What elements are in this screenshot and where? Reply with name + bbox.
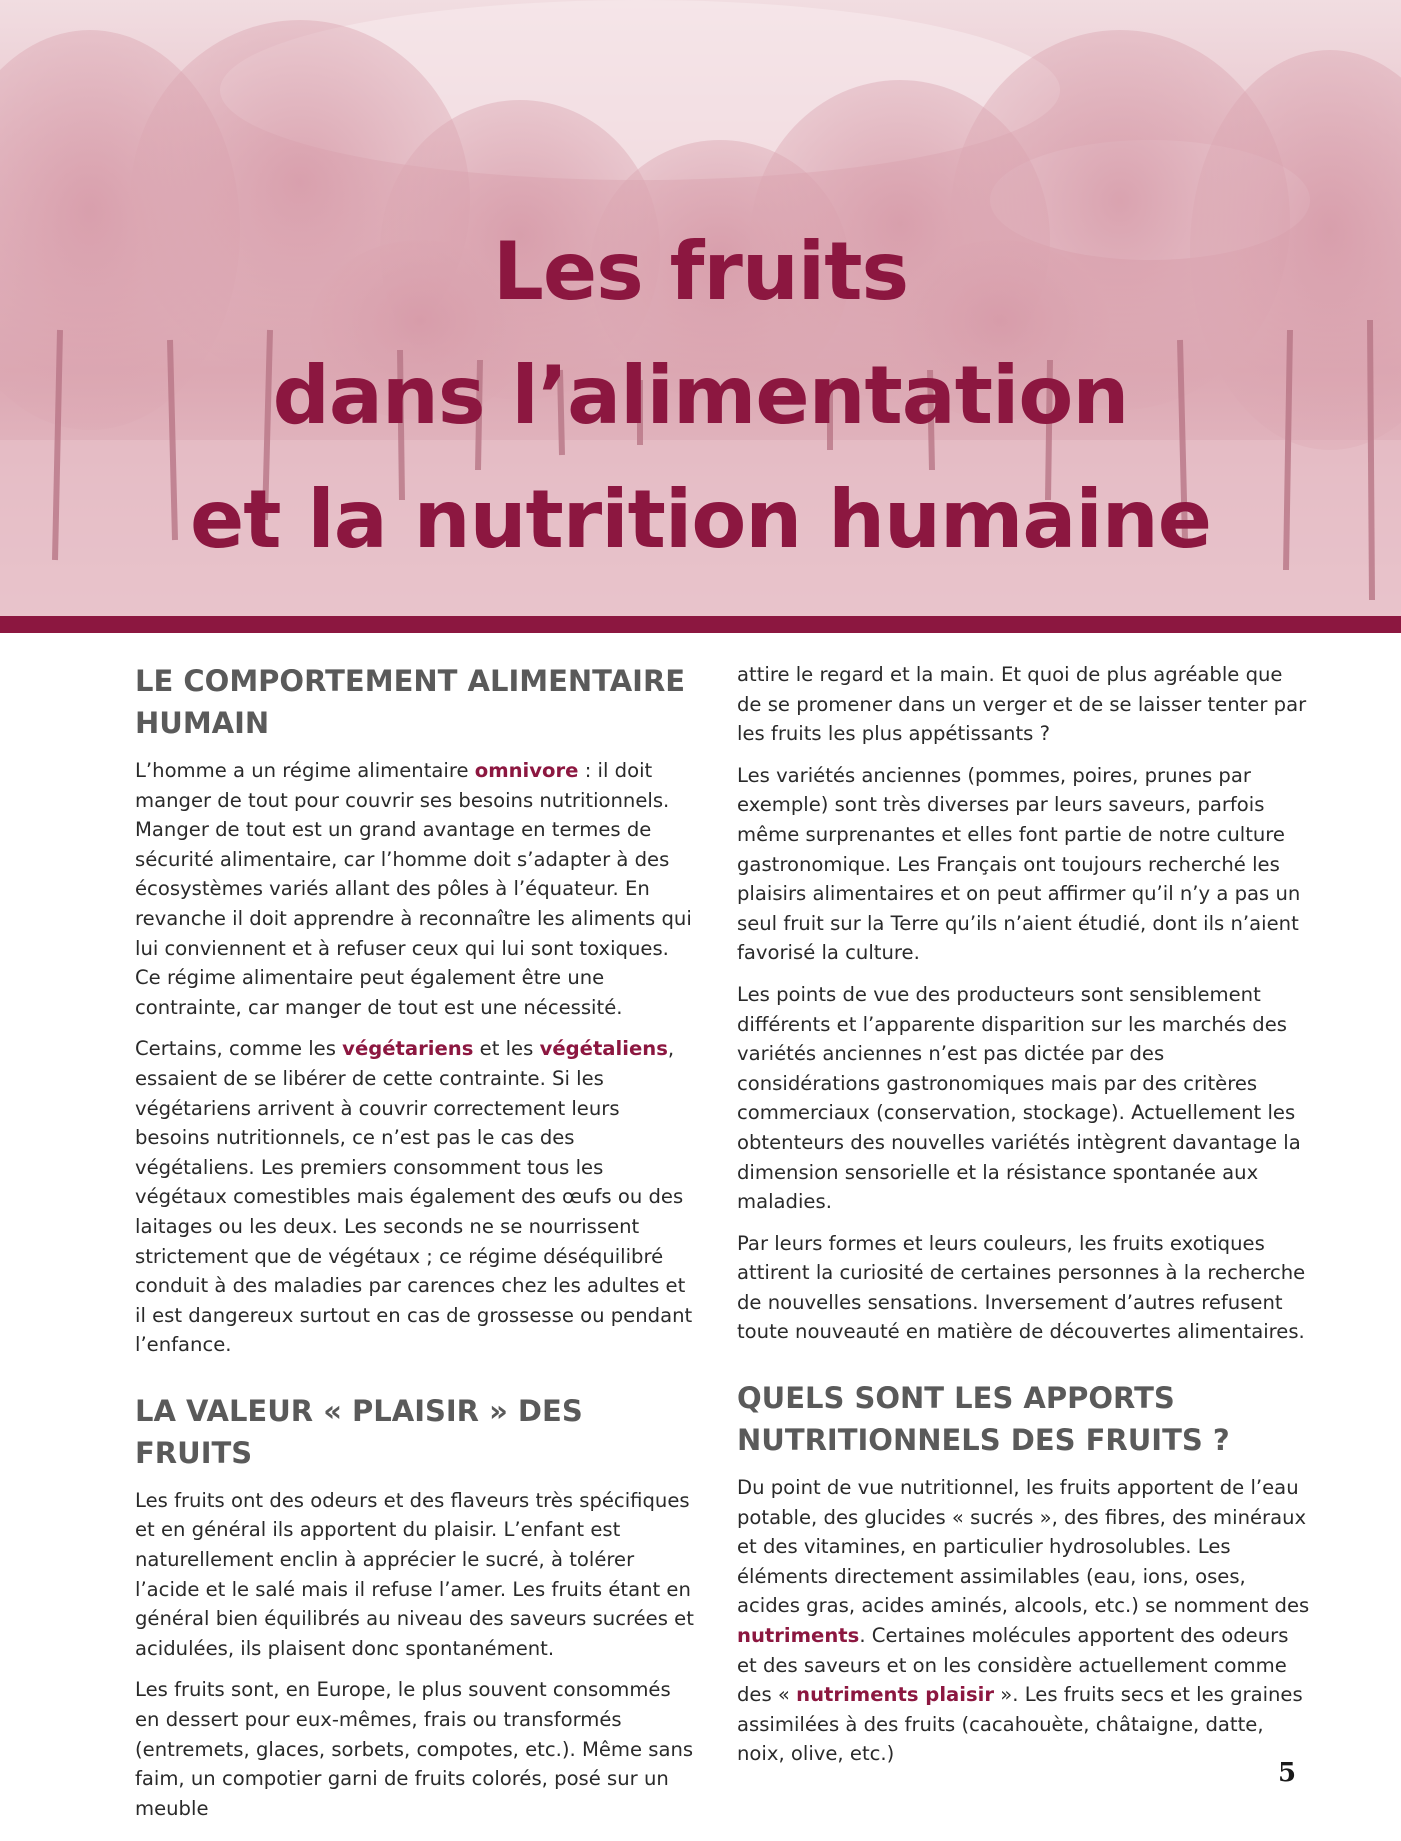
paragraph-exotiques: Par leurs formes et leurs couleurs, les fruits exotiques attirent la curiosité de certaines personnes à la recherche de nouvelles sensations. Inversement d’autres refusent toute nouveauté en matière de découvertes alimentaires. [737, 1231, 1306, 1344]
text-run: ». Les fruits secs et les graines assimilées à des fruits (cacahouète, châtaigne, datte, noix, olive, etc.) [737, 1683, 1303, 1766]
paragraph-vegetariens [135, 1034, 695, 1360]
title-line-3: et la nutrition humaine [190, 473, 1211, 566]
paragraph-europe: Les fruits sont, en Europe, le plus souvent consommés en dessert pour eux-mêmes, frais ou transformés (entremets, glaces, sorbets, compotes, etc.). Même sans faim, un compotier garni de fruits colorés, posé sur un meuble [135, 1678, 694, 1820]
text-run: Certains, comme les [135, 1037, 343, 1061]
text-run: L’homme a un régime alimentaire [135, 759, 475, 782]
paragraph-producteurs: Les points de vue des producteurs sont sensiblement différents et l’apparente disparition sur les marchés des variétés anciennes n’est pas dictée par des considérations gastronomiques mais par des critères commerciaux (conservation, stockage). Actuellement les obtenteurs des nouvelles variétés intègrent davantage la dimension sensorielle et la résistance spontanée aux maladies. [737, 982, 1301, 1214]
text-run: : il doit manger de tout pour couvrir ses besoins nutritionnels. Manger de tout est un grand avantage en termes de sécurité alimentaire, car l’homme doit s’adapter à des écosystèmes variés allant des pôles à l’équateur. En revanche il doit apprendre à reconnaître les aliments qui lui conviennent et à refuser ceux qui lui sont toxiques. Ce régime alimentaire peut également être une contrainte, car manger de tout est une nécessité. [135, 759, 692, 1019]
heading-valeur-plaisir: LA VALEUR « PLAISIR » DES FRUITS [135, 1393, 583, 1470]
paragraph-nutritionnel [737, 1473, 1312, 1769]
text-run: . Certaines molécules apportent des odeurs et des saveurs et on les considère actuellement comme des « [737, 1624, 1289, 1707]
page-number: 5 [1278, 1758, 1297, 1788]
paragraph-odeurs: Les fruits ont des odeurs et des flaveurs très spécifiques et en général ils apportent du plaisir. L’enfant est naturellement enclin à apprécier le sucré, à tolérer l’acide et le salé mais il refuse l’amer. Les fruits étant en général bien équilibrés au niveau des saveurs sucrées et acidulées, ils plaisent donc spontanément. [135, 1488, 694, 1660]
term-nutriments-plaisir: nutriments plaisir [796, 1683, 995, 1707]
term-vegetaliens: végétaliens [539, 1037, 668, 1061]
title-line-1: Les fruits [492, 225, 909, 318]
paragraph-omnivore [135, 756, 695, 1022]
heading-comportement: LE COMPORTEMENT ALIMENTAIRE HUMAIN [135, 664, 686, 740]
heading-apports: QUELS SONT LES APPORTS NUTRITIONNELS DES FRUITS ? [737, 1381, 1230, 1458]
text-run: Du point de vue nutritionnel, les fruits apportent de l’eau potable, des glucides « sucrés », des fibres, des minéraux et des vitamines, en particulier hydrosolubles. Les éléments directement assimilables (eau, ions, oses, acides gras, acides aminés, alcools, etc.) se nomment des [737, 1476, 1310, 1618]
term-nutriments: nutriments [737, 1624, 860, 1648]
right-column [737, 660, 1312, 1781]
text-run: et les [473, 1037, 540, 1061]
term-omnivore: omnivore [474, 759, 579, 782]
paragraph-varietes: Les variétés anciennes (pommes, poires, prunes par exemple) sont très diverses par leurs saveurs, parfois même surprenantes et elles font partie de notre culture gastronomique. Les Français ont toujours recherché les plaisirs alimentaires et on peut affirmer qu’il n’y a pas un seul fruit sur la Terre qu’ils n’aient étudié, dont ils n’aient favorisé la culture. [737, 763, 1301, 965]
left-column [135, 660, 695, 1835]
title-line-2: dans l’alimentation [272, 349, 1129, 442]
page-title [0, 210, 1401, 582]
header-divider-band [0, 616, 1401, 633]
text-run: , essaient de se libérer de cette contrainte. Si les végétariens arrivent à couvrir correctement leurs besoins nutritionnels, ce n’est pas le cas des végétaliens. Les premiers consomment tous les végétaux comestibles mais également des œufs ou des laitages ou les deux. Les seconds ne se nourrissent strictement que de végétaux ; ce régime déséquilibré conduit à des maladies par carences chez les adultes et il est dangereux surtout en cas de grossesse ou pendant l’enfance. [135, 1037, 693, 1357]
paragraph-verger: attire le regard et la main. Et quoi de plus agréable que de se promener dans un verger et de se laisser tenter par les fruits les plus appétissants ? [737, 663, 1307, 746]
term-vegetariens: végétariens [342, 1037, 474, 1061]
